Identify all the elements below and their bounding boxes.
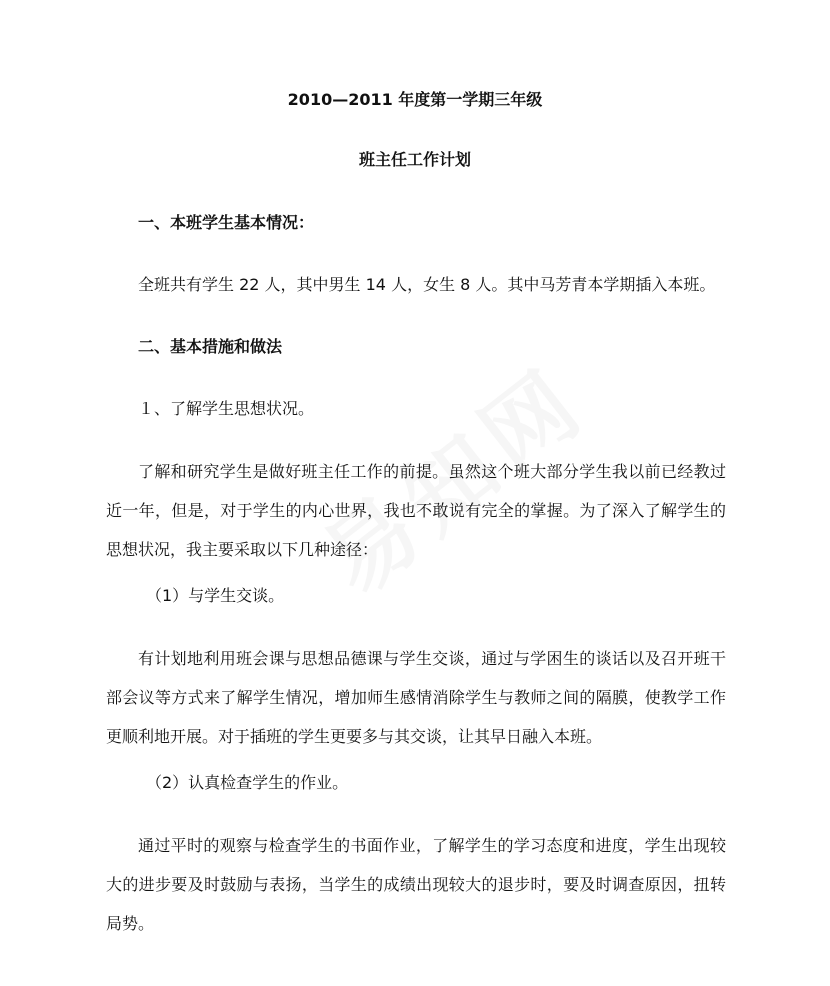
sub-1-heading: （1）与学生交谈。	[146, 586, 285, 605]
section-1-text: 全班共有学生 22 人，其中男生 14 人，女生 8 人。其中马芳青本学期插入本班。	[138, 275, 716, 294]
item-1-heading: １、了解学生思想状况。	[138, 399, 315, 418]
sub-2-heading: （2）认真检查学生的作业。	[146, 773, 349, 792]
title-line-1: 2010—2011 年度第一学期三年级	[287, 90, 543, 109]
item-1-paragraph: 了解和研究学生是做好班主任工作的前提。虽然这个班大部分学生我以前已经教过近一年，但是，对于学生的内心世界，我也不敢说有完全的掌握。为了深入了解学生的思想状况，我主要采取以下几种途径：	[106, 462, 726, 559]
title-line-2: 班主任工作计划	[358, 150, 471, 169]
sub-1-paragraph: 有计划地利用班会课与思想品德课与学生交谈，通过与学困生的谈话以及召开班干部会议等方式来了解学生情况，增加师生感情消除学生与教师之间的隔膜，使教学工作更顺利地开展。对于插班的学生更要多与其交谈，让其早日融入本班。	[106, 649, 726, 746]
section-1-heading: 一、本班学生基本情况：	[138, 213, 315, 232]
section-2-heading: 二、基本措施和做法	[138, 337, 283, 356]
sub-2-paragraph: 通过平时的观察与检查学生的书面作业，了解学生的学习态度和进度，学生出现较大的进步要及时鼓励与表扬，当学生的成绩出现较大的退步时，要及时调查原因，扭转局势。	[106, 836, 726, 933]
